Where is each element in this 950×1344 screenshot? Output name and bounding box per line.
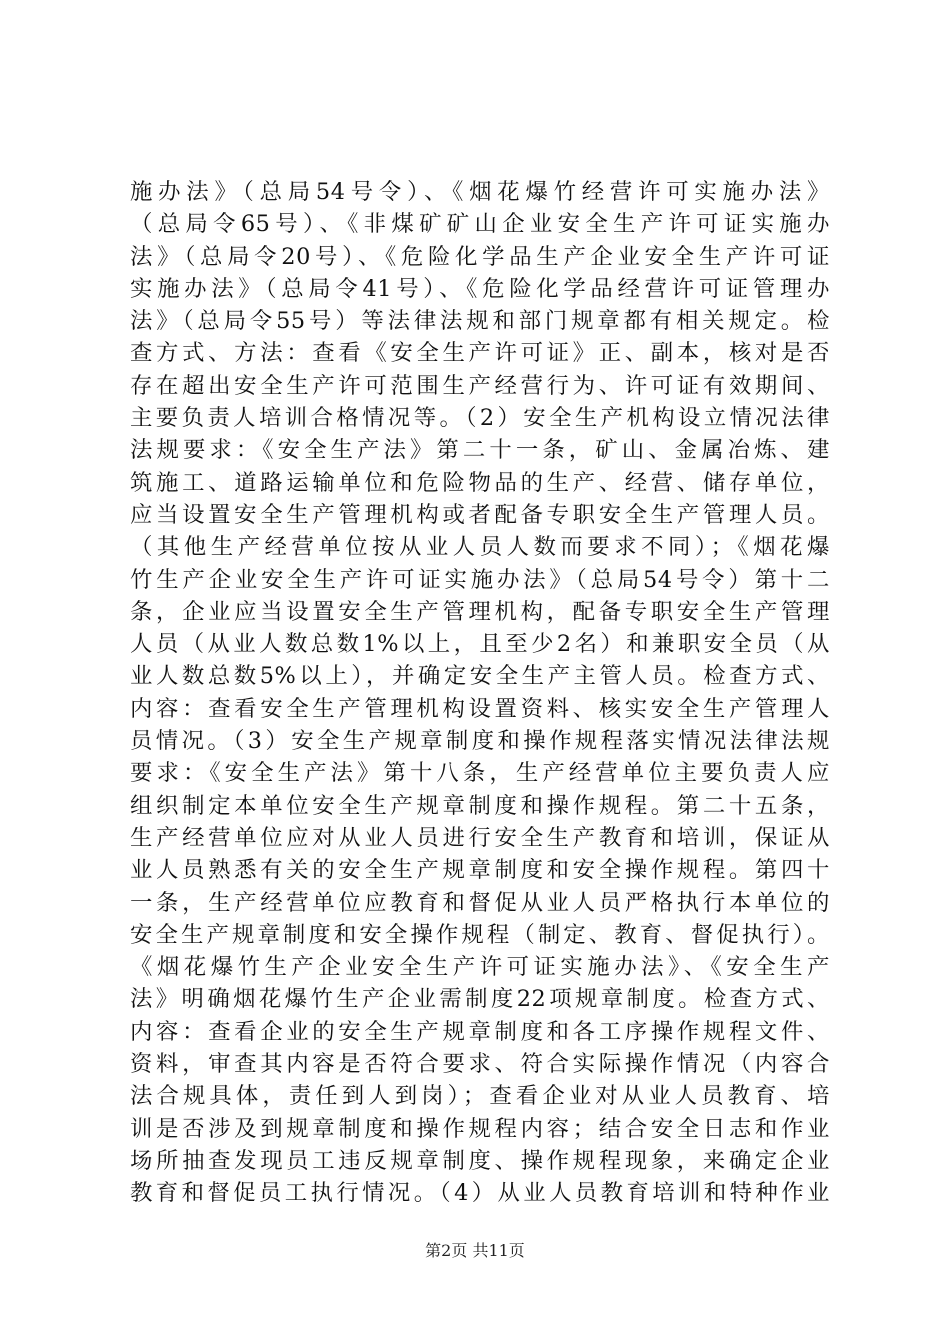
text-line: （总局令65号）、《非煤矿矿山企业安全生产许可证实施办 [130, 211, 830, 238]
text-line: 法合规具体，责任到人到岗）；查看企业对从业人员教育、培 [130, 1083, 830, 1110]
text-line: 查方式、方法：查看《安全生产许可证》正、副本，核对是否 [130, 340, 830, 367]
text-line: 教育和督促员工执行情况。（4）从业人员教育培训和特种作业 [130, 1180, 830, 1207]
text-line: 法》（总局令55号）等法律法规和部门规章都有相关规定。检 [130, 308, 830, 335]
text-line: 法规要求：《安全生产法》第二十一条，矿山、金属冶炼、建 [130, 437, 830, 464]
text-line: 存在超出安全生产许可范围生产经营行为、许可证有效期间、 [130, 372, 830, 399]
body-paragraph [130, 176, 830, 1210]
text-line: 应当设置安全生产管理机构或者配备专职安全生产管理人员。 [130, 501, 830, 528]
page-footer: 第2页 共11页 [425, 1241, 525, 1260]
text-line: （其他生产经营单位按从业人员人数而要求不同）；《烟花爆 [130, 534, 830, 561]
text-line: 业人数总数5%以上），并确定安全生产主管人员。检查方式、 [130, 663, 830, 690]
text-line: 主要负责人培训合格情况等。（2）安全生产机构设立情况法律 [130, 405, 830, 432]
text-line: 筑施工、道路运输单位和危险物品的生产、经营、储存单位， [130, 469, 830, 496]
text-line: 法》（总局令20号）、《危险化学品生产企业安全生产许可证 [130, 243, 830, 270]
text-line: 内容：查看企业的安全生产规章制度和各工序操作规程文件、 [130, 1018, 830, 1045]
text-line: 竹生产企业安全生产许可证实施办法》（总局54号令）第十二 [130, 566, 830, 593]
text-line: 内容：查看安全生产管理机构设置资料、核实安全生产管理人 [130, 695, 830, 722]
text-line: 场所抽查发现员工违反规章制度、操作规程现象，来确定企业 [130, 1147, 830, 1174]
text-line: 人员（从业人数总数1%以上，且至少2名）和兼职安全员（从 [130, 631, 830, 658]
text-line: 一条，生产经营单位应教育和督促从业人员严格执行本单位的 [130, 889, 830, 916]
text-line: 要求：《安全生产法》第十八条，生产经营单位主要负责人应 [130, 760, 830, 787]
text-line: 训是否涉及到规章制度和操作规程内容；结合安全日志和作业 [130, 1115, 830, 1142]
text-line: 业人员熟悉有关的安全生产规章制度和安全操作规程。第四十 [130, 857, 830, 884]
text-line: 实施办法》（总局令41号）、《危险化学品经营许可证管理办 [130, 275, 830, 302]
text-line: 安全生产规章制度和安全操作规程（制定、教育、督促执行）。 [130, 921, 830, 948]
text-line: 资料，审查其内容是否符合要求、符合实际操作情况（内容合 [130, 1051, 830, 1078]
text-line: 《烟花爆竹生产企业安全生产许可证实施办法》、《安全生产 [130, 954, 830, 981]
text-line: 生产经营单位应对从业人员进行安全生产教育和培训，保证从 [130, 824, 830, 851]
text-line: 条，企业应当设置安全生产管理机构，配备专职安全生产管理 [130, 598, 830, 625]
text-line: 员情况。（3）安全生产规章制度和操作规程落实情况法律法规 [130, 728, 830, 755]
text-line: 组织制定本单位安全生产规章制度和操作规程。第二十五条， [130, 792, 830, 819]
text-line: 施办法》（总局54号令）、《烟花爆竹经营许可实施办法》 [130, 179, 830, 205]
text-line: 法》明确烟花爆竹生产企业需制度22项规章制度。检查方式、 [130, 986, 830, 1013]
